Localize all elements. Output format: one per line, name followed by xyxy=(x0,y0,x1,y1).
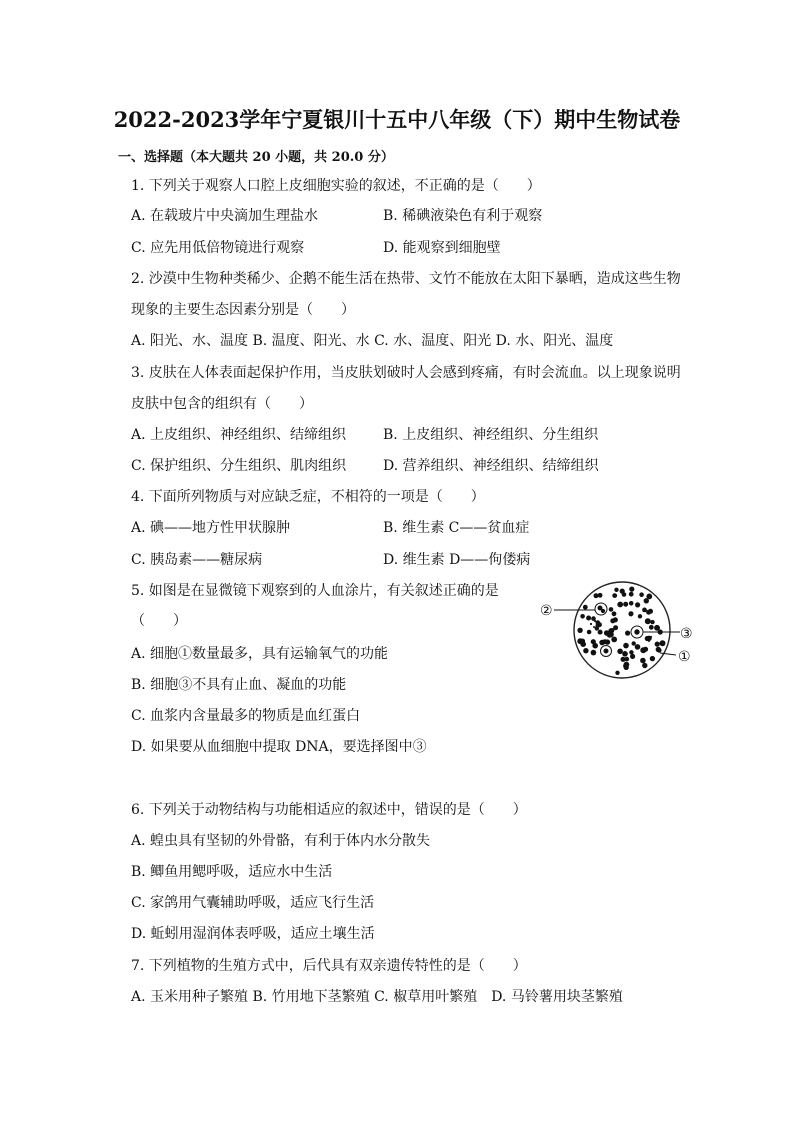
red-blood-cell xyxy=(577,628,582,633)
red-blood-cell xyxy=(598,593,603,598)
question-3-stem-line2: 皮肤中包含的组织有（ ） xyxy=(131,396,313,412)
red-blood-cell xyxy=(623,602,628,607)
red-blood-cell xyxy=(645,618,651,624)
red-blood-cell xyxy=(615,671,619,675)
question-3-option-b[interactable]: B. 上皮组织、神经组织、分生组织 xyxy=(383,427,599,443)
red-blood-cell xyxy=(639,592,644,597)
red-blood-cell xyxy=(642,663,647,668)
label-1: ① xyxy=(678,649,691,665)
question-5-stem-line1: 5. 如图是在显微镜下观察到的人血涂片，有关叙述正确的是 xyxy=(131,583,499,599)
red-blood-cell xyxy=(592,643,598,649)
label-2: ② xyxy=(540,603,553,619)
red-blood-cell xyxy=(617,602,623,608)
red-blood-cell xyxy=(612,611,617,616)
question-4-stem: 4. 下面所列物质与对应缺乏症，不相符的一项是（ ） xyxy=(131,489,485,505)
red-blood-cell xyxy=(644,598,649,603)
red-blood-cell xyxy=(622,651,628,657)
question-6-option-c[interactable]: C. 家鸽用气囊辅助呼吸，适应飞行生活 xyxy=(131,895,375,911)
red-blood-cell xyxy=(598,630,603,635)
question-1-option-a[interactable]: A. 在载玻片中央滴加生理盐水 xyxy=(131,208,319,224)
question-5-option-a[interactable]: A. 细胞①数量最多，具有运输氧气的功能 xyxy=(131,646,389,662)
question-4-option-a[interactable]: A. 碘——地方性甲状腺肿 xyxy=(131,520,291,536)
red-blood-cell xyxy=(612,593,617,598)
red-blood-cell xyxy=(580,614,585,619)
question-3-option-a[interactable]: A. 上皮组织、神经组织、结缔组织 xyxy=(131,427,347,443)
question-3-option-d[interactable]: D. 营养组织、神经组织、结缔组织 xyxy=(383,458,599,474)
red-blood-cell xyxy=(614,588,618,592)
question-3-stem-line1: 3. 皮肤在人体表面起保护作用，当皮肤划破时人会感到疼痛，有时会流血。以上现象说明 xyxy=(131,365,681,381)
red-blood-cell xyxy=(609,607,614,612)
red-blood-cell xyxy=(635,644,641,650)
question-4-option-c[interactable]: C. 胰岛素——糖尿病 xyxy=(131,552,263,568)
red-blood-cell xyxy=(629,587,634,592)
label-3: ③ xyxy=(680,626,693,642)
red-blood-cell xyxy=(583,648,588,653)
red-blood-cell xyxy=(610,618,615,623)
question-5-stem-line2: （ ） xyxy=(131,613,187,629)
red-blood-cell xyxy=(597,622,602,627)
question-2-options[interactable]: A. 阳光、水、温度 B. 温度、阳光、水 C. 水、温度、阳光 D. 水、阳光、温度 xyxy=(131,333,614,349)
red-blood-cell xyxy=(660,640,666,646)
red-blood-cell xyxy=(655,642,660,647)
red-blood-cell xyxy=(638,614,642,618)
question-6-option-b[interactable]: B. 鲫鱼用鳃呼吸，适应水中生活 xyxy=(131,864,333,880)
red-blood-cell xyxy=(629,601,634,606)
red-blood-cell xyxy=(624,662,630,668)
question-2-stem-line2: 现象的主要生态因素分别是（ ） xyxy=(131,302,355,318)
red-blood-cell xyxy=(649,625,654,630)
red-blood-cell xyxy=(629,611,634,616)
page-title: 2022-2023学年宁夏银川十五中八年级（下）期中生物试卷 xyxy=(113,107,681,132)
question-5-option-b[interactable]: B. 细胞③不具有止血、凝血的功能 xyxy=(131,677,347,693)
red-blood-cell xyxy=(648,609,653,614)
red-blood-cell xyxy=(587,630,592,635)
question-4-option-b[interactable]: B. 维生素 C——贫血症 xyxy=(383,520,530,536)
red-blood-cell xyxy=(640,658,646,664)
question-3-option-c[interactable]: C. 保护组织、分生组织、肌肉组织 xyxy=(131,458,347,474)
red-blood-cell xyxy=(586,616,591,621)
red-blood-cell xyxy=(608,631,614,637)
question-7-options[interactable]: A. 玉米用种子繁殖 B. 竹用地下茎繁殖 C. 椒草用叶繁殖 D. 马铃薯用块茎繁殖 xyxy=(131,989,623,1005)
red-blood-cell xyxy=(617,649,623,655)
question-1-stem: 1. 下列关于观察人口腔上皮细胞实验的叙述，不正确的是（ ） xyxy=(131,178,541,194)
red-blood-cell xyxy=(655,626,660,631)
question-1-option-d[interactable]: D. 能观察到细胞壁 xyxy=(383,240,501,256)
red-blood-cell xyxy=(625,657,630,662)
question-5-option-d[interactable]: D. 如果要从血细胞中提取 DNA，要选择图中③ xyxy=(131,739,427,755)
red-blood-cell xyxy=(620,589,625,594)
red-blood-cell xyxy=(602,639,607,644)
red-blood-cell xyxy=(580,641,586,647)
red-blood-cell xyxy=(629,592,634,597)
question-6-option-d[interactable]: D. 蚯蚓用湿润体表呼吸，适应土壤生活 xyxy=(131,926,375,942)
red-blood-cell xyxy=(657,648,662,653)
question-4-option-d[interactable]: D. 维生素 D——佝偻病 xyxy=(383,552,531,568)
red-blood-cell xyxy=(632,641,636,645)
question-1-option-c[interactable]: C. 应先用低倍物镜进行观察 xyxy=(131,240,305,256)
red-blood-cell xyxy=(635,602,640,607)
red-blood-cell xyxy=(611,637,617,643)
section-heading: 一、选择题（本大题共 20 小题，共 20.0 分） xyxy=(118,150,394,165)
red-blood-cell xyxy=(591,650,597,656)
question-7-stem: 7. 下列植物的生殖方式中，后代具有双亲遗传特性的是（ ） xyxy=(131,958,527,974)
question-6-option-a[interactable]: A. 蝗虫具有坚韧的外骨骼，有利于体内水分散失 xyxy=(131,833,431,849)
question-5-option-c[interactable]: C. 血浆内含量最多的物质是血红蛋白 xyxy=(131,708,361,724)
question-1-option-b[interactable]: B. 稀碘液染色有利于观察 xyxy=(383,208,543,224)
red-blood-cell xyxy=(650,656,655,661)
blood-smear-diagram xyxy=(532,578,702,682)
question-2-stem-line1: 2. 沙漠中生物种类稀少、企鹅不能生活在热带、文竹不能放在太阳下暴晒，造成这些生物 xyxy=(131,271,681,287)
red-blood-cell xyxy=(583,605,588,610)
red-blood-cell xyxy=(625,631,630,636)
red-blood-cell xyxy=(643,647,648,652)
red-blood-cell xyxy=(650,620,654,624)
red-blood-cell xyxy=(629,650,633,654)
red-blood-cell xyxy=(630,654,635,659)
red-blood-cell xyxy=(623,643,629,649)
question-6-stem: 6. 下列关于动物结构与功能相适应的叙述中，错误的是（ ） xyxy=(131,802,527,818)
